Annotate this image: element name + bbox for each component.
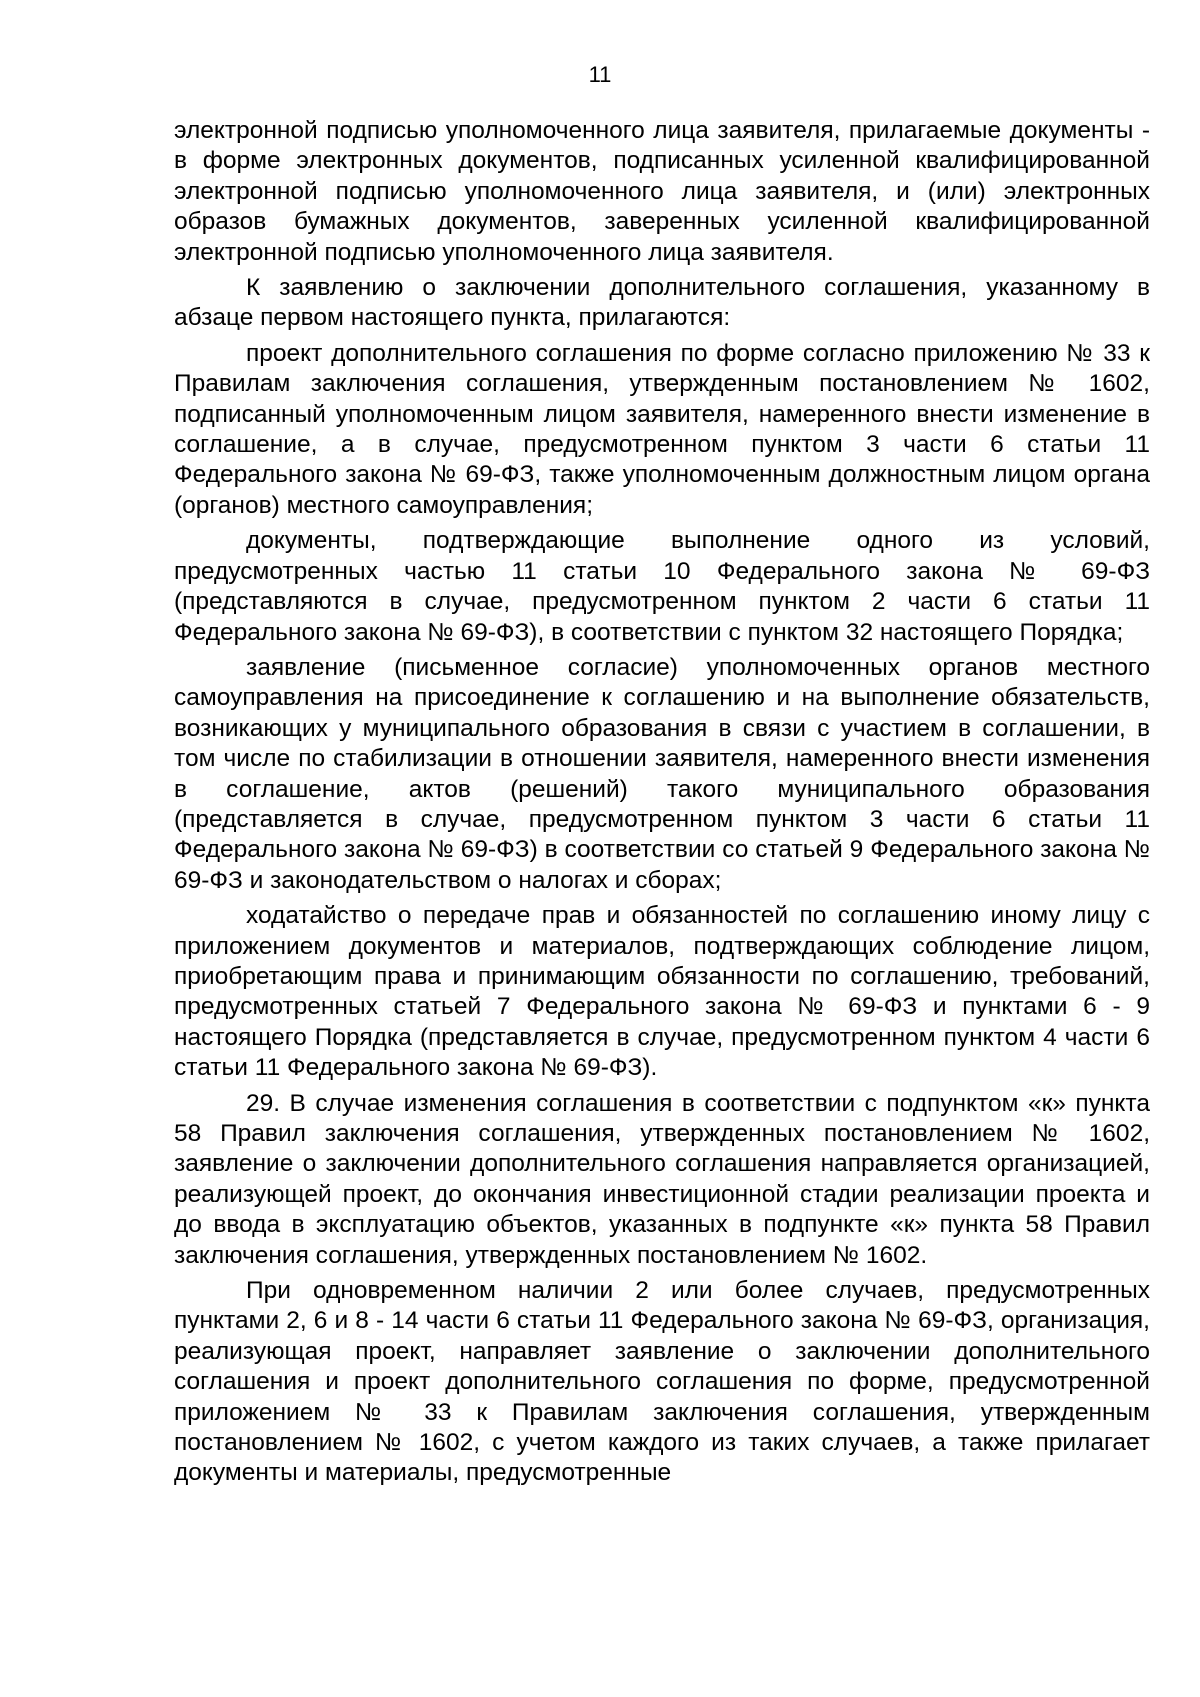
paragraph-transfer-petition: ходатайство о передаче прав и обязанностей по соглашению иному лицу с приложением документов и материалов, подтверждающих соблюдение лицом, приобретающим права и принимающим обязанности по соглашению, требований, предусмотренных статьей 7 Федерального закона № 69-ФЗ и пунктами 6 - 9 настоящего Порядка (представляется в случае, предусмотренном пунктом 4 части 6 статьи 11 Федерального закона № 69-ФЗ).: [174, 902, 1150, 1082]
paragraph-attachments-intro: К заявлению о заключении дополнительного соглашения, указанному в абзаце первом настоящего пункта, прилагаются:: [174, 274, 1150, 332]
paragraph-clause-29: 29. В случае изменения соглашения в соответствии с подпунктом «к» пункта 58 Правил заключения соглашения, утвержденных постановлением № 1602, заявление о заключении дополнительного соглашения направляется организацией, реализующей проект, до окончания инвестиционной стадии реализации проекта и до ввода в эксплуатацию объектов, указанных в подпункте «к» пункта 58 Правил заключения соглашения, утвержденных постановлением № 1602.: [174, 1089, 1150, 1269]
paragraph-confirming-documents: документы, подтверждающие выполнение одного из условий, предусмотренных частью 11 статьи 10 Федерального закона № 69-ФЗ (представляются в случае, предусмотренном пунктом 2 части 6 статьи 11 Федерального закона № 69-ФЗ), в соответствии с пунктом 32 настоящего Порядка;: [174, 527, 1150, 646]
paragraph-multiple-cases: При одновременном наличии 2 или более случаев, предусмотренных пунктами 2, 6 и 8 - 14 части 6 статьи 11 Федерального закона № 69-ФЗ, организация, реализующая проект, направляет заявление о заключении дополнительного соглашения и проект дополнительного соглашения по форме, предусмотренной приложением № 33 к Правилам заключения соглашения, утвержденным постановлением № 1602, с учетом каждого из таких случаев, а также прилагает документы и материалы, предусмотренные: [174, 1277, 1150, 1487]
document-body: [174, 116, 1150, 1494]
page-number: 11: [588, 62, 612, 87]
paragraph-signature-continuation: электронной подписью уполномоченного лица заявителя, прилагаемые документы - в форме электронных документов, подписанных усиленной квалифицированной электронной подписью уполномоченного лица заявителя, и (или) электронных образов бумажных документов, заверенных усиленной квалифицированной электронной подписью уполномоченного лица заявителя.: [174, 117, 1150, 266]
paragraph-draft-agreement: проект дополнительного соглашения по форме согласно приложению № 33 к Правилам заключения соглашения, утвержденным постановлением № 1602, подписанный уполномоченным лицом заявителя, намеренного внести изменение в соглашение, а в случае, предусмотренном пунктом 3 части 6 статьи 11 Федерального закона № 69-ФЗ, также уполномоченным должностным лицом органа (органов) местного самоуправления;: [174, 339, 1150, 519]
paragraph-municipal-consent: заявление (письменное согласие) уполномоченных органов местного самоуправления на присоединение к соглашению и на выполнение обязательств, возникающих у муниципального образования в связи с участием в соглашении, в том числе по стабилизации в отношении заявителя, намеренного внести изменения в соглашение, актов (решений) такого муниципального образования (представляется в случае, предусмотренном пунктом 3 части 6 статьи 11 Федерального закона № 69-ФЗ) в соответствии со статьей 9 Федерального закона № 69-ФЗ и законодательством о налогах и сборах;: [174, 653, 1150, 894]
